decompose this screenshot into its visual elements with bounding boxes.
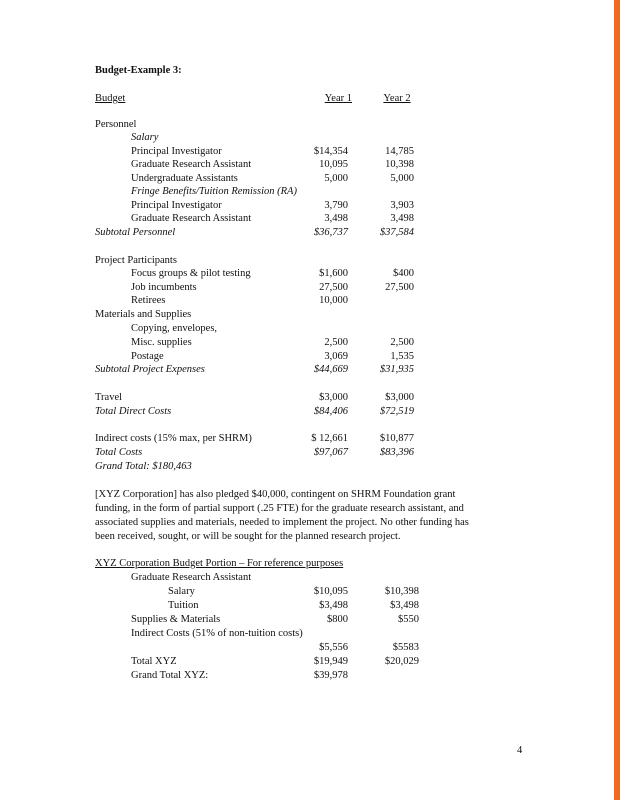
table-cell-year2: 3,903 bbox=[390, 200, 414, 211]
xyz-cell-year1: $800 bbox=[327, 614, 348, 625]
table-row-label: Focus groups & pilot testing bbox=[131, 268, 251, 279]
xyz-row-label: Graduate Research Assistant bbox=[131, 572, 252, 583]
table-cell-year2: $10,877 bbox=[379, 433, 414, 444]
header-year1 bbox=[302, 92, 352, 105]
table-cell-year1: 3,069 bbox=[324, 351, 348, 362]
subtotal-year2: $37,584 bbox=[379, 227, 414, 238]
table-row-label: Travel bbox=[95, 392, 123, 403]
table-row-label: Graduate Research Assistant bbox=[131, 213, 252, 224]
table-row-label: Personnel bbox=[95, 119, 137, 130]
table-cell-year1: 3,498 bbox=[324, 213, 348, 224]
table-row-label: Fringe Benefits/Tuition Remission (RA) bbox=[131, 186, 297, 197]
table-row-label: Materials and Supplies bbox=[95, 309, 192, 320]
table-row-label: Retirees bbox=[131, 295, 166, 306]
table-cell-year1: 5,000 bbox=[324, 173, 348, 184]
xyz-row-label: Total XYZ bbox=[131, 656, 177, 667]
header-budget-label: Budget bbox=[95, 93, 126, 104]
table-row-label: Copying, envelopes, bbox=[131, 323, 218, 334]
xyz-section-title: XYZ Corporation Budget Portion – For reference purposes bbox=[95, 558, 344, 569]
xyz-cell-year2: $20,029 bbox=[384, 656, 419, 667]
table-row-label: Postage bbox=[131, 351, 164, 362]
subtotal-year2: $31,935 bbox=[379, 364, 414, 375]
funding-paragraph bbox=[95, 488, 535, 544]
table-cell-year1: $14,354 bbox=[313, 146, 348, 157]
xyz-cell-year2: $3,498 bbox=[390, 600, 419, 611]
table-row-label: Job incumbents bbox=[131, 282, 197, 293]
table-cell-year2: $3,000 bbox=[385, 392, 414, 403]
table-row-label: Salary bbox=[131, 132, 159, 143]
table-cell-year2: 14,785 bbox=[385, 146, 414, 157]
xyz-cell-year1: $3,498 bbox=[319, 600, 348, 611]
subtotal-year1: $44,669 bbox=[313, 364, 348, 375]
xyz-cell-year2: $10,398 bbox=[384, 586, 419, 597]
table-cell-year1: 27,500 bbox=[319, 282, 348, 293]
xyz-row-label: Tuition bbox=[168, 600, 199, 611]
table-row-label: Principal Investigator bbox=[131, 146, 222, 157]
table-cell-year2: 27,500 bbox=[385, 282, 414, 293]
total-direct-year1: $84,406 bbox=[313, 406, 348, 417]
paragraph-line: associated supplies and materials, needed to implement the project. No other funding has bbox=[95, 517, 469, 528]
table-cell-year1: 2,500 bbox=[324, 337, 348, 348]
table-row-label: Principal Investigator bbox=[131, 200, 222, 211]
table-cell-year2: $400 bbox=[393, 268, 414, 279]
xyz-row-label: Grand Total XYZ: bbox=[131, 670, 209, 681]
total-costs-year2: $83,396 bbox=[379, 447, 414, 458]
table-cell-year1: $ 12,661 bbox=[311, 433, 348, 444]
table-cell-year2: 3,498 bbox=[390, 213, 414, 224]
xyz-cell-year1: $5,556 bbox=[319, 642, 348, 653]
table-cell-year1: 10,000 bbox=[319, 295, 348, 306]
paragraph-line: funding, in the form of partial support (.25 FTE) for the graduate research assistant, and bbox=[95, 503, 464, 514]
table-row-label: Graduate Research Assistant bbox=[131, 159, 252, 170]
xyz-row-label: Salary bbox=[168, 586, 195, 597]
paragraph-line: [XYZ Corporation] has also pledged $40,000, contingent on SHRM Foundation grant bbox=[95, 489, 456, 500]
table-cell-year1: $1,600 bbox=[319, 268, 348, 279]
xyz-cell-year1: $39,978 bbox=[313, 670, 348, 681]
table-row-label: Undergraduate Assistants bbox=[131, 173, 238, 184]
xyz-row-label: Supplies & Materials bbox=[131, 614, 221, 625]
total-costs-label: Total Costs bbox=[95, 447, 143, 458]
table-cell-year2: 1,535 bbox=[390, 351, 414, 362]
table-row-label: Project Participants bbox=[95, 255, 177, 266]
subtotal-year1: $36,737 bbox=[313, 227, 348, 238]
table-row-label: Indirect costs (15% max, per SHRM) bbox=[95, 433, 252, 444]
xyz-cell-year1: $10,095 bbox=[313, 586, 348, 597]
xyz-cell-year1: $19,949 bbox=[313, 656, 348, 667]
xyz-cell-year2: $5583 bbox=[392, 642, 419, 653]
header-year1-label: Year 1 bbox=[324, 93, 352, 104]
subtotal-label: Subtotal Project Expenses bbox=[95, 364, 205, 375]
paragraph-line: been received, sought, or will be sought for the planned research project. bbox=[95, 531, 401, 542]
table-cell-year2: 2,500 bbox=[390, 337, 414, 348]
total-direct-year2: $72,519 bbox=[379, 406, 414, 417]
xyz-row-label: Indirect Costs (51% of non-tuition costs) bbox=[131, 628, 303, 639]
table-cell-year2: 10,398 bbox=[385, 159, 414, 170]
table-cell-year2: 5,000 bbox=[390, 173, 414, 184]
header-year2 bbox=[372, 92, 422, 105]
page-number: 4 bbox=[517, 745, 523, 756]
table-row-label: Misc. supplies bbox=[131, 337, 192, 348]
total-direct-label: Total Direct Costs bbox=[95, 406, 172, 417]
table-cell-year1: 3,790 bbox=[324, 200, 348, 211]
table-cell-year1: 10,095 bbox=[319, 159, 348, 170]
table-cell-year1: $3,000 bbox=[319, 392, 348, 403]
header-year2-label: Year 2 bbox=[383, 93, 411, 104]
document-title: Budget-Example 3: bbox=[95, 65, 182, 76]
total-costs-year1: $97,067 bbox=[313, 447, 348, 458]
subtotal-label: Subtotal Personnel bbox=[95, 227, 176, 238]
grand-total-label: Grand Total: $180,463 bbox=[95, 461, 192, 472]
xyz-cell-year2: $550 bbox=[398, 614, 419, 625]
